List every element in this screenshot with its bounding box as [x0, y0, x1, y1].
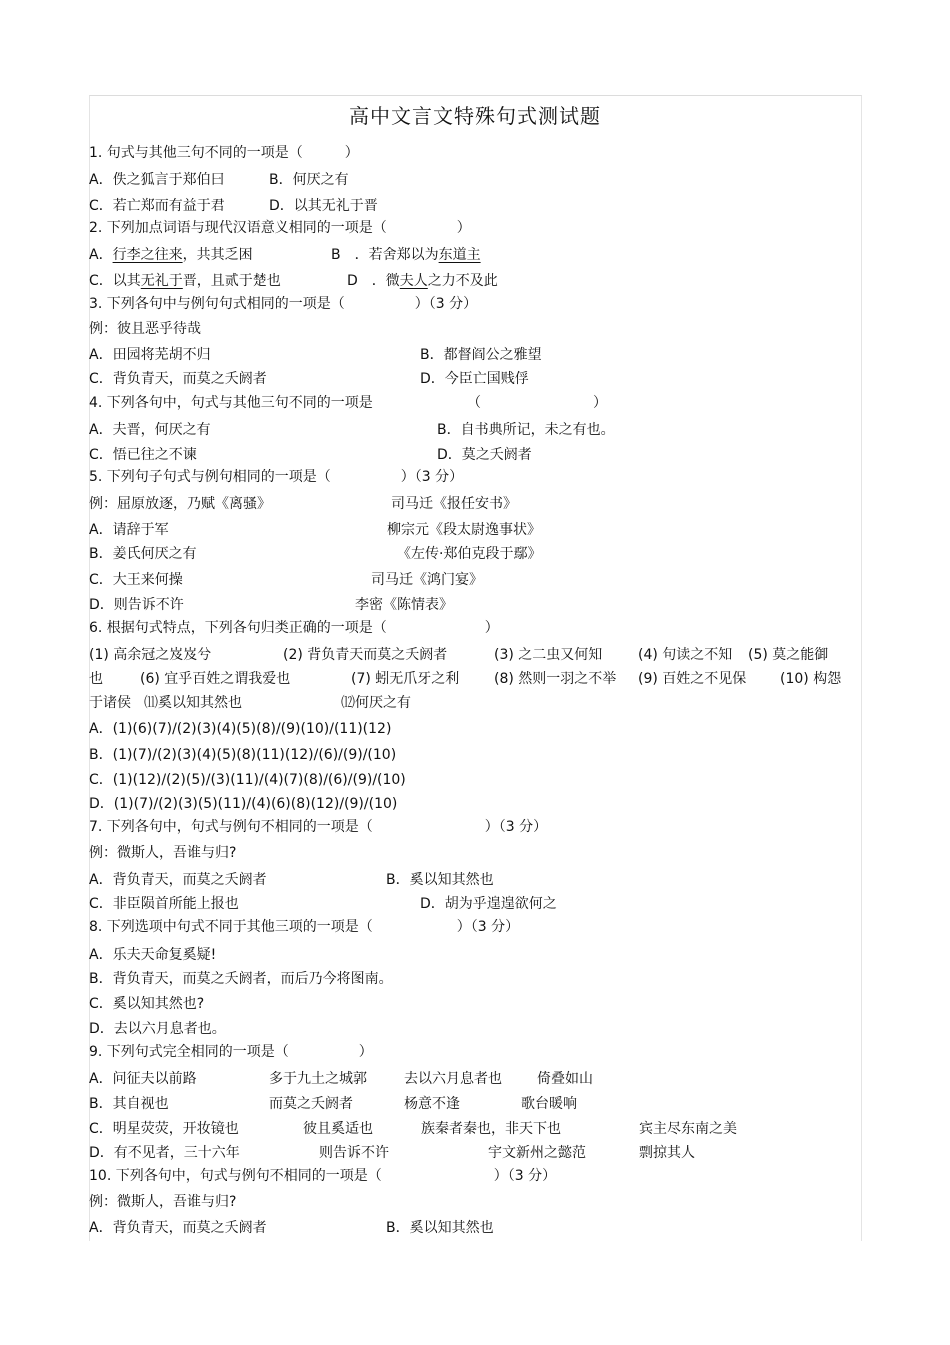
- option-5d: D．则告诉不许: [89, 597, 184, 613]
- option-8b: B．背负青天，而莫之夭阏者，而后乃今将图南。: [89, 971, 393, 987]
- question-6: 6. 根据句式特点，下列各句归类正确的一项是（ ）: [89, 620, 499, 636]
- option-4d: D．莫之夭阏者: [437, 447, 532, 463]
- option-8d: D．去以六月息者也。: [89, 1021, 226, 1037]
- option-5a: A．请辞于军: [89, 522, 169, 538]
- option-3b: B．都督阎公之雅望: [420, 347, 542, 363]
- sentence-6-7: (7) 蚓无爪牙之利: [351, 671, 460, 687]
- sentence-6-12: ⑿何厌之有: [341, 695, 411, 711]
- option-9c-3: 族秦者秦也，非天下也: [421, 1121, 561, 1137]
- example-5: 例：屈原放逐，乃赋《离骚》: [89, 496, 271, 512]
- emphasized-term: 无礼于: [140, 273, 183, 289]
- emphasized-term: 夫人: [399, 273, 428, 289]
- option-9d-2: 则告诉不许: [319, 1145, 389, 1161]
- sentence-6-8: (8) 然则一羽之不举: [494, 671, 617, 687]
- example-5-source: 司马迁《报任安书》: [391, 496, 517, 512]
- option-4a: A．夫晋，何厌之有: [89, 422, 211, 438]
- option-7a: A．背负青天，而莫之夭阏者: [89, 872, 267, 888]
- option-9a-4: 倚叠如山: [537, 1071, 593, 1087]
- sentence-6-4: (4) 句读之不知: [638, 647, 733, 663]
- option-9b-4: 歌台暖响: [521, 1096, 577, 1112]
- sentence-6-5: (5) 莫之能御: [748, 647, 829, 663]
- question-3: 3. 下列各句中与例句句式相同的一项是（ ）（3 分）: [89, 296, 478, 312]
- option-10a: A．背负青天，而莫之夭阏者: [89, 1220, 267, 1236]
- option-4b: B．自书典所记，未之有也。: [437, 422, 615, 438]
- option-5d-source: 李密《陈情表》: [355, 597, 453, 613]
- option-5b: B．姜氏何厌之有: [89, 546, 197, 562]
- example-7: 例：微斯人，吾谁与归?: [89, 845, 237, 861]
- option-2b: B ．若舍郑以为东道主: [331, 247, 481, 263]
- question-9: 9. 下列句式完全相同的一项是（ ）: [89, 1044, 373, 1060]
- emphasized-term: 东道主: [438, 247, 481, 263]
- option-9b: B．其自视也: [89, 1096, 169, 1112]
- option-1a: A．佚之狐言于郑伯曰: [89, 172, 225, 188]
- option-5c: C．大王来何操: [89, 572, 183, 588]
- option-9b-3: 杨意不逢: [404, 1096, 460, 1112]
- emphasized-term: 行李之往来: [112, 247, 183, 263]
- option-1b: B．何厌之有: [269, 172, 349, 188]
- option-2a: A．行李之往来，共其乏困: [89, 247, 253, 263]
- option-8c: C．奚以知其然也?: [89, 996, 205, 1012]
- option-1d: D．以其无礼于晋: [269, 198, 378, 214]
- option-5b-source: 《左传·郑伯克段于鄢》: [397, 546, 542, 562]
- option-2c: C．以其无礼于晋，且贰于楚也: [89, 273, 281, 289]
- example-10: 例：微斯人，吾谁与归?: [89, 1194, 237, 1210]
- sentence-6-1: (1) 高余冠之岌岌兮: [89, 647, 212, 663]
- option-7d: D．胡为乎遑遑欲何之: [420, 896, 557, 912]
- option-7b: B．奚以知其然也: [386, 872, 494, 888]
- option-10b: B．奚以知其然也: [386, 1220, 494, 1236]
- option-6c: C．(1)(12)/(2)(5)/(3)(11)/(4)(7)(8)/(6)/(9)/(10): [89, 772, 406, 788]
- option-7c: C．非臣陨首所能上报也: [89, 896, 239, 912]
- question-1: 1. 句式与其他三句不同的一项是（ ）: [89, 145, 359, 161]
- option-9c-2: 彼且奚适也: [303, 1121, 373, 1137]
- option-1c: C．若亡郑而有益于君: [89, 198, 225, 214]
- option-3d: D．今臣亡国贱俘: [420, 371, 529, 387]
- option-9a-3: 去以六月息者也: [404, 1071, 502, 1087]
- sentence-6-5-cont: 也: [89, 671, 103, 687]
- option-6d: D．(1)(7)/(2)(3)(5)(11)/(4)(6)(8)(12)/(9)/(10): [89, 796, 398, 812]
- option-9a: A．问征夫以前路: [89, 1071, 197, 1087]
- example-3: 例：彼且恶乎待哉: [89, 321, 201, 337]
- option-9a-2: 多于九土之城郭: [269, 1071, 367, 1087]
- page-title: 高中文言文特殊句式测试题: [349, 104, 601, 128]
- option-2d: D ．微夫人之力不及此: [347, 273, 498, 289]
- sentence-6-10-cont: 于诸侯: [89, 695, 131, 711]
- question-7: 7. 下列各句中，句式与例句不相同的一项是（ ）（3 分）: [89, 819, 548, 835]
- option-9c-4: 宾主尽东南之美: [639, 1121, 737, 1137]
- option-9c: C．明星荧荧，开妆镜也: [89, 1121, 239, 1137]
- sentence-6-9: (9) 百姓之不见保: [638, 671, 747, 687]
- question-4: 4. 下列各句中，句式与其他三句不同的一项是: [89, 395, 373, 411]
- option-6b: B．(1)(7)/(2)(3)(4)(5)(8)(11)(12)/(6)/(9)/(10): [89, 747, 397, 763]
- option-9d-4: 剽掠其人: [639, 1145, 695, 1161]
- sentence-6-10: (10) 构怨: [780, 671, 842, 687]
- option-5a-source: 柳宗元《段太尉逸事状》: [387, 522, 541, 538]
- option-5c-source: 司马迁《鸿门宴》: [371, 572, 483, 588]
- sentence-6-6: (6) 宜乎百姓之谓我爱也: [140, 671, 291, 687]
- option-4c: C．悟已往之不谏: [89, 447, 197, 463]
- question-5: 5. 下列句子句式与例句相同的一项是（ ）（3 分）: [89, 469, 464, 485]
- option-3a: A．田园将芜胡不归: [89, 347, 211, 363]
- option-8a: A．乐夫天命复奚疑!: [89, 947, 217, 963]
- question-4-blank: （ ）: [467, 395, 607, 411]
- option-9d-3: 宇文新州之懿范: [488, 1145, 586, 1161]
- sentence-6-3: (3) 之二虫又何知: [494, 647, 603, 663]
- option-9d: D．有不见者，三十六年: [89, 1145, 240, 1161]
- question-2: 2. 下列加点词语与现代汉语意义相同的一项是（ ）: [89, 220, 471, 236]
- sentence-6-11: ⑾奚以知其然也: [144, 695, 242, 711]
- option-3c: C．背负青天，而莫之夭阏者: [89, 371, 267, 387]
- sentence-6-2: (2) 背负青天而莫之夭阏者: [283, 647, 448, 663]
- option-6a: A．(1)(6)(7)/(2)(3)(4)(5)(8)/(9)(10)/(11)(12): [89, 721, 392, 737]
- question-10: 10. 下列各句中，句式与例句不相同的一项是（ ）（3 分）: [89, 1168, 557, 1184]
- question-8: 8. 下列选项中句式不同于其他三项的一项是（ ）（3 分）: [89, 919, 520, 935]
- option-9b-2: 而莫之夭阏者: [269, 1096, 353, 1112]
